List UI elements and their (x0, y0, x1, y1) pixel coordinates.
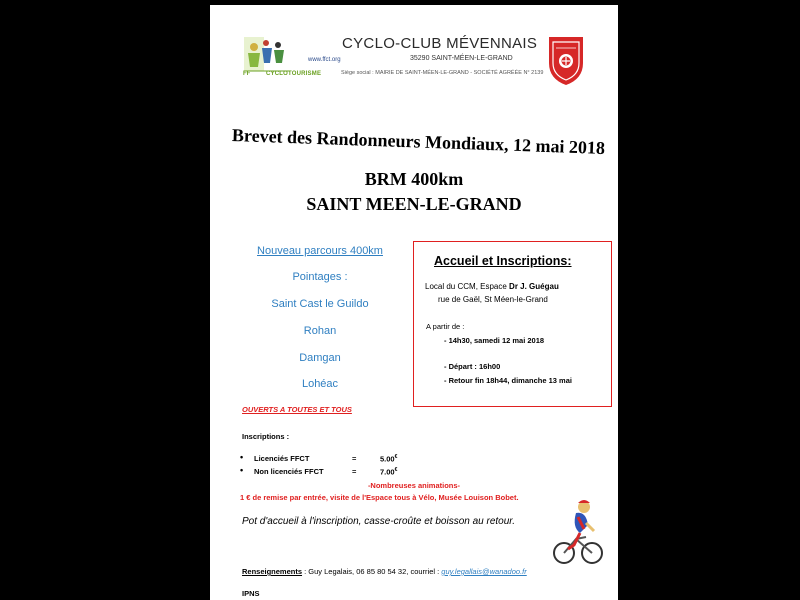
ouverts-notice: OUVERTS A TOUTES ET TOUS (242, 405, 352, 414)
pointage-stop: Saint Cast le Guildo (271, 298, 369, 310)
renseignements-label: Renseignements (242, 567, 303, 576)
cyclist-icon (550, 499, 606, 569)
fee-currency: € (394, 454, 398, 460)
accueil-box (413, 241, 612, 407)
inscriptions-title: Inscriptions : (242, 432, 290, 441)
ffct-cyclotourisme: CYCLOTOURISME (266, 71, 322, 77)
pointage-stop: Damgan (299, 352, 341, 364)
fee-label: Non licenciés FFCT (254, 467, 324, 476)
accueil-title: Accueil et Inscriptions: (434, 254, 572, 268)
fee-equals: = (352, 454, 357, 463)
accueil-start-time: - 14h30, samedi 12 mai 2018 (444, 336, 545, 345)
fee-currency: € (394, 467, 398, 473)
fee-label: Licenciés FFCT (254, 454, 310, 463)
renseignements (242, 567, 527, 576)
title-brm: BRM 400km (364, 169, 464, 189)
animations-details: 1 € de remise par entrée, visite de l'Espace tous à Vélo, Musée Louison Bobet. (240, 493, 519, 502)
ffct-ff: FF (243, 71, 251, 77)
renseignements-text: : Guy Legalais, 06 85 80 54 32, courriel : (302, 567, 442, 576)
accueil-location (425, 282, 559, 291)
fee-equals: = (352, 467, 357, 476)
flyer-page (210, 5, 618, 600)
accueil-address: rue de Gaël, St Méen-le-Grand (438, 295, 548, 304)
bullet-icon: • (240, 465, 244, 475)
fee-amount-value: 5.00 (380, 454, 395, 464)
animations-heading: -Nombreuses animations- (367, 481, 461, 490)
club-badge-icon (546, 33, 586, 88)
ipns-label: IPNS (242, 589, 260, 598)
pointages-label: Pointages : (292, 271, 348, 283)
fee-row (240, 454, 410, 466)
title-brevet: Brevet des Randonneurs Mondiaux, 12 mai 2018 (231, 125, 606, 159)
accueil-depart: - Départ : 16h00 (444, 362, 501, 371)
pointage-stop: Lohéac (301, 378, 339, 390)
pot-accueil-text: Pot d'accueil à l'inscription, casse-croûte et boisson au retour. (242, 516, 516, 527)
ffct-url: www.ffct.org (308, 57, 341, 63)
fee-amount (380, 467, 397, 477)
club-address: 35290 SAINT-MÉEN-LE-GRAND (410, 55, 513, 62)
title-city: SAINT MEEN-LE-GRAND (306, 194, 522, 214)
fee-amount-value: 7.00 (380, 467, 395, 477)
accueil-retour: - Retour fin 18h44, dimanche 13 mai (444, 376, 572, 385)
bullet-icon: • (240, 452, 244, 462)
club-siege: Siège social : MAIRIE DE SAINT-MÉEN-LE-GRAND - SOCIÉTÉ AGRÉÉE N° 2139 (341, 70, 544, 76)
accueil-a-partir: A partir de : (426, 322, 465, 331)
accueil-location-prefix: Local du CCM, Espace (425, 282, 510, 291)
fee-row (240, 467, 410, 479)
pointage-stop: Rohan (303, 325, 337, 337)
accueil-location-name: Dr J. Guégau (509, 282, 559, 291)
fee-amount (380, 454, 397, 464)
nouveau-parcours-link[interactable]: Nouveau parcours 400km (257, 245, 383, 257)
club-name: CYCLO-CLUB MÉVENNAIS (342, 35, 538, 52)
email-link[interactable]: guy.legallais@wanadoo.fr (441, 567, 527, 576)
